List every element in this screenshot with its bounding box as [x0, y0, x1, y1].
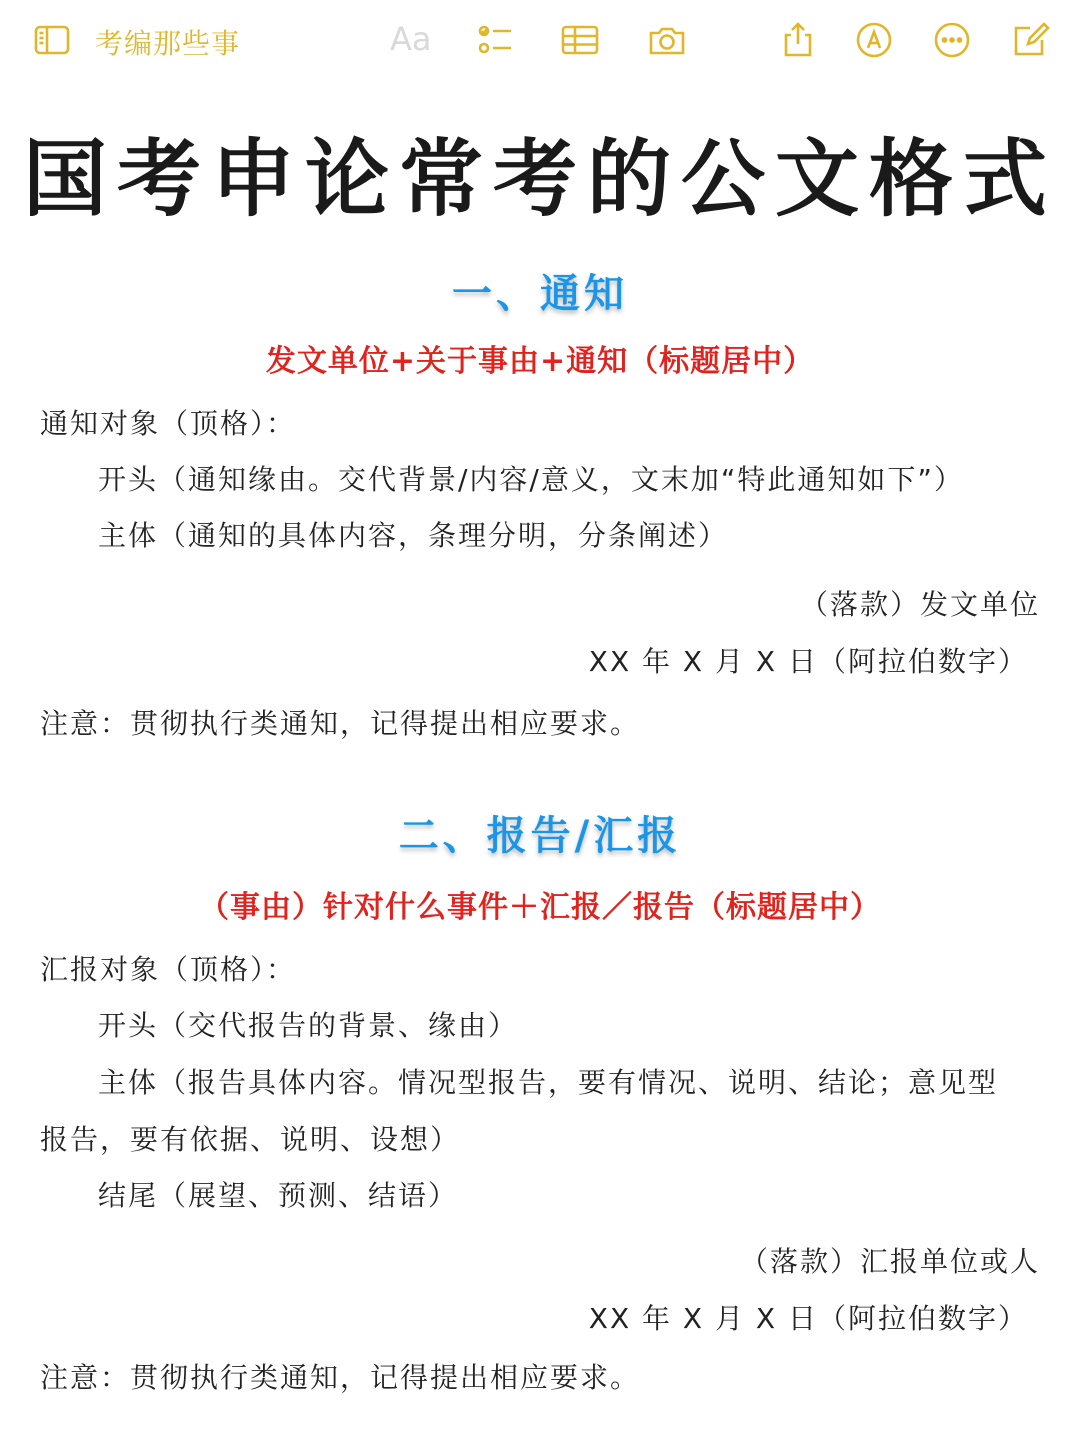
section-heading: 二、报告/汇报: [398, 813, 682, 859]
body-paragraph: 结尾（展望、预测、结语）: [98, 1179, 459, 1212]
checklist-icon[interactable]: [473, 18, 517, 62]
section-heading: 一、通知: [452, 271, 628, 317]
markup-icon[interactable]: [852, 18, 896, 62]
more-icon[interactable]: [930, 18, 974, 62]
body-paragraph: 主体（通知的具体内容，条理分明，分条阐述）: [98, 519, 729, 552]
section-subtitle: 发文单位+关于事由+通知（标题居中）: [265, 344, 815, 379]
body-paragraph: 主体（报告具体内容。情况型报告，要有情况、说明、结论；意见型: [98, 1066, 999, 1099]
camera-icon[interactable]: [645, 18, 689, 62]
share-icon[interactable]: [776, 18, 820, 62]
body-paragraph: 开头（通知缘由。交代背景/内容/意义，文末加“特此通知如下”）: [98, 463, 964, 496]
section-subtitle: （事由）针对什么事件＋汇报／报告（标题居中）: [199, 890, 881, 925]
compose-icon[interactable]: [1010, 18, 1054, 62]
addressee-line: 汇报对象（顶格）：: [40, 953, 297, 986]
body-paragraph: 报告，要有依据、说明、设想）: [40, 1123, 461, 1156]
notes-toolbar: [0, 0, 1080, 80]
table-icon[interactable]: [558, 18, 602, 62]
date-line: XX 年 X 月 X 日（阿拉伯数字）: [588, 645, 1028, 678]
date-line: XX 年 X 月 X 日（阿拉伯数字）: [588, 1302, 1028, 1335]
addressee-line: 通知对象（顶格）：: [40, 407, 297, 440]
document-title: 国考申论常考的公文格式: [22, 130, 1057, 228]
signature-line: （落款）发文单位: [799, 588, 1040, 621]
signature-line: （落款）汇报单位或人: [739, 1245, 1040, 1278]
sidebar-icon[interactable]: [30, 18, 74, 62]
note-line: 注意：贯彻执行类通知，记得提出相应要求。: [40, 1361, 641, 1394]
folder-back-button[interactable]: 考编那些事: [95, 27, 241, 60]
format-button[interactable]: Aa: [390, 20, 432, 58]
note-line: 注意：贯彻执行类通知，记得提出相应要求。: [40, 707, 641, 740]
body-paragraph: 开头（交代报告的背景、缘由）: [98, 1009, 519, 1042]
